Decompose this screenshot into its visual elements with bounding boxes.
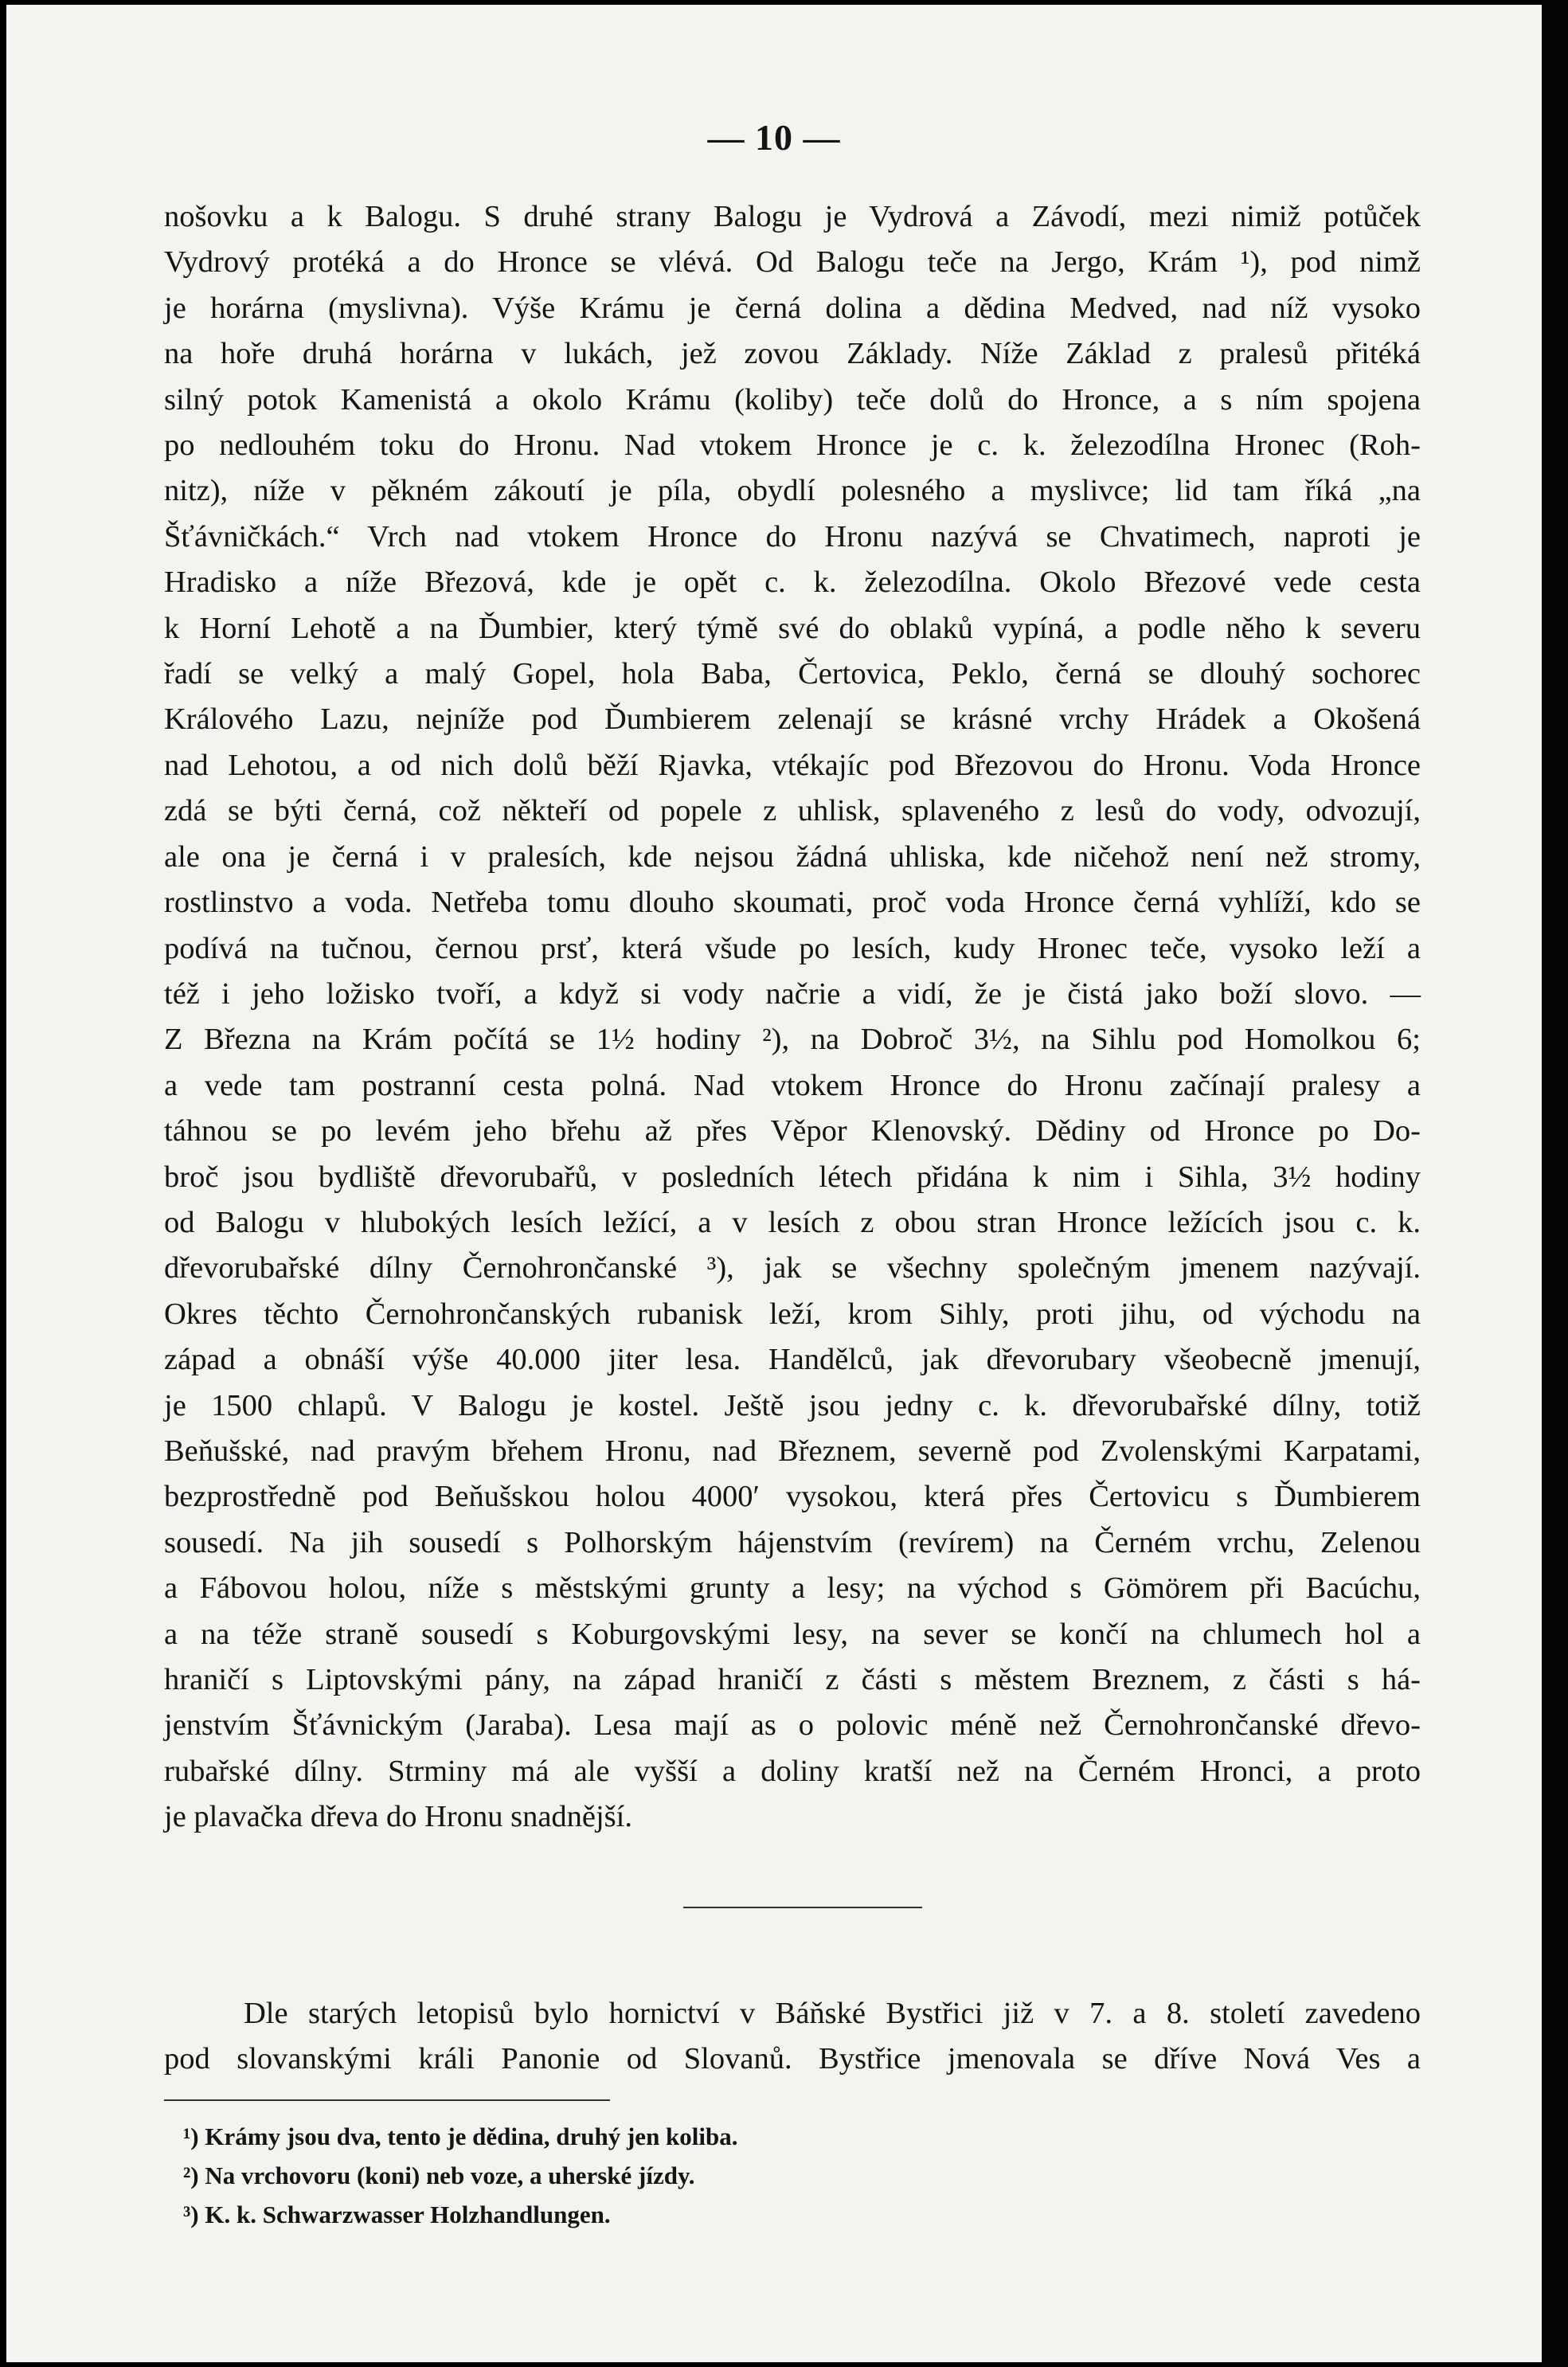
- text-line: a vede tam postranní cesta polná. Nad vtokem Hronce do Hronu začínají pralesy a: [164, 1068, 1421, 1102]
- footnotes: [183, 2117, 738, 2234]
- text-line: k Horní Lehotě a na Ďumbier, který týmě své do oblaků vypíná, a podle něho k severu: [164, 611, 1421, 645]
- text-line: silný potok Kamenistá a okolo Krámu (koliby) teče dolů do Hronce, a s ním spojena: [164, 382, 1421, 417]
- text-line: řadí se velký a malý Gopel, hola Baba, Čertovica, Peklo, černá se dlouhý sochorec: [164, 657, 1421, 691]
- text-line: dřevorubařské dílny Černohrončanské ³), jak se všechny společným jmenem nazývají.: [164, 1251, 1421, 1285]
- section-divider: [683, 1907, 922, 1908]
- text-line: Z Března na Krám počítá se 1½ hodiny ²), na Dobroč 3½, na Sihlu pod Homolkou 6;: [164, 1023, 1421, 1057]
- footnote: ¹) Krámy jsou dva, tento je dědina, druhý jen koliba.: [183, 2122, 738, 2150]
- text-line: je horárna (myslivna). Výše Krámu je černá dolina a dědina Medved, nad níž vysoko: [164, 291, 1421, 325]
- text-line: a na téže straně sousedí s Koburgovskými lesy, na sever se končí na chlumech hol a: [164, 1617, 1421, 1651]
- text-line: broč jsou bydliště dřevorubařů, v posledních létech přidána k nim i Sihla, 3½ hodiny: [164, 1160, 1421, 1194]
- main-paragraph: [164, 194, 1421, 1841]
- document-page: [6, 5, 1542, 2362]
- text-line: od Balogu v hlubokých lesích ležící, a v lesích z obou stran Hronce ležících jsou c. k.: [164, 1205, 1421, 1239]
- text-line: ale ona je černá i v pralesích, kde nejsou žádná uhliska, kde ničehož není než stromy,: [164, 839, 1421, 874]
- text-line: Hradisko a níže Březová, kde je opět c. k. železodílna. Okolo Březové vede cesta: [164, 565, 1421, 600]
- text-line: Beňušské, nad pravým břehem Hronu, nad Březnem, severně pod Zvolenskými Karpatami,: [164, 1434, 1421, 1468]
- footnote: ²) Na vrchovoru (koni) neb voze, a uherské jízdy.: [183, 2162, 695, 2189]
- text-line: je 1500 chlapů. V Balogu je kostel. Ještě jsou jedny c. k. dřevorubařské dílny, totiž: [164, 1388, 1421, 1422]
- text-line: Okres těchto Černohrončanských rubanisk leží, krom Sihly, proti jihu, od východu na: [164, 1297, 1421, 1331]
- text-line: rubařské dílny. Strminy má ale vyšší a doliny kratší než na Černém Hronci, a proto: [164, 1754, 1421, 1788]
- text-line: pod slovanskými králi Panonie od Slovanů. Bystřice jmenovala se dříve Nová Ves a: [164, 2042, 1421, 2076]
- text-line: Králového Lazu, nejníže pod Ďumbierem zelenají se krásné vrchy Hrádek a Okošená: [164, 702, 1421, 737]
- text-line: jenstvím Šťávnickým (Jaraba). Lesa mají as o polovic méně než Černohrončanské dřevo-: [164, 1708, 1421, 1743]
- text-line: Šťávničkách.“ Vrch nad vtokem Hronce do Hronu nazývá se Chvatimech, naproti je: [164, 519, 1421, 554]
- text-line: nitz), níže v pěkném zákoutí je píla, obydlí polesného a myslivce; lid tam říká „na: [164, 474, 1421, 508]
- text-line: Dle starých letopisů bylo hornictví v Báňské Bystřici již v 7. a 8. století zavedeno: [244, 1997, 1421, 2030]
- text-line: rostlinstvo a voda. Netřeba tomu dlouho skoumati, proč voda Hronce černá vyhlíží, kdo se: [164, 886, 1421, 920]
- text-line: též i jeho ložisko tvoří, a když si vody načrie a vidí, že je čistá jako boží slovo. —: [164, 976, 1421, 1011]
- section-paragraph: [164, 1991, 1421, 2083]
- text-line: táhnou se po levém jeho břehu až přes Věpor Klenovský. Dědiny od Hronce po Do-: [164, 1114, 1421, 1148]
- text-line: sousedí. Na jih sousedí s Polhorským hájenstvím (revírem) na Černém vrchu, Zelenou: [164, 1525, 1421, 1559]
- page-number: — 10 —: [707, 117, 841, 158]
- scan-edge: [1542, 0, 1568, 2367]
- footnote-rule: [164, 2099, 610, 2101]
- text-line: nošovku a k Balogu. S druhé strany Balogu je Vydrová a Závodí, mezi nimiž potůček: [164, 200, 1421, 233]
- text-line: na hoře druhá horárna v lukách, jež zovou Základy. Níže Základ z pralesů přitéká: [164, 337, 1421, 371]
- text-line: hraničí s Liptovskými pány, na západ hraničí z části s městem Breznem, z části s há-: [164, 1663, 1421, 1696]
- text-line: Vydrový protéká a do Hronce se vlévá. Od Balogu teče na Jergo, Krám ¹), pod nimž: [164, 245, 1421, 280]
- text-line: po nedlouhém toku do Hronu. Nad vtokem Hronce je c. k. železodílna Hronec (Roh-: [164, 428, 1421, 463]
- text-line: nad Lehotou, a od nich dolů běží Rjavka, vtékajíc pod Březovou do Hronu. Voda Hronce: [164, 748, 1421, 782]
- text-line: zdá se býti černá, což někteří od popele z uhlisk, splaveného z lesů do vody, odvozují,: [164, 794, 1421, 828]
- text-line: a Fábovou holou, níže s městskými grunty a lesy; na východ s Gömörem při Bacúchu,: [164, 1571, 1421, 1606]
- text-line: západ a obnáší výše 40.000 jiter lesa. Handělců, jak dřevorubary všeobecně jmenují,: [164, 1343, 1421, 1377]
- text-line: je plavačka dřeva do Hronu snadnější.: [164, 1800, 632, 1834]
- text-line: podívá na tučnou, černou prsť, která všude po lesích, kudy Hronec teče, vysoko leží a: [164, 931, 1421, 965]
- footnote: ³) K. k. Schwarzwasser Holzhandlungen.: [183, 2201, 611, 2228]
- text-line: bezprostředně pod Beňušskou holou 4000′ vysokou, která přes Čertovicu s Ďumbierem: [164, 1480, 1421, 1514]
